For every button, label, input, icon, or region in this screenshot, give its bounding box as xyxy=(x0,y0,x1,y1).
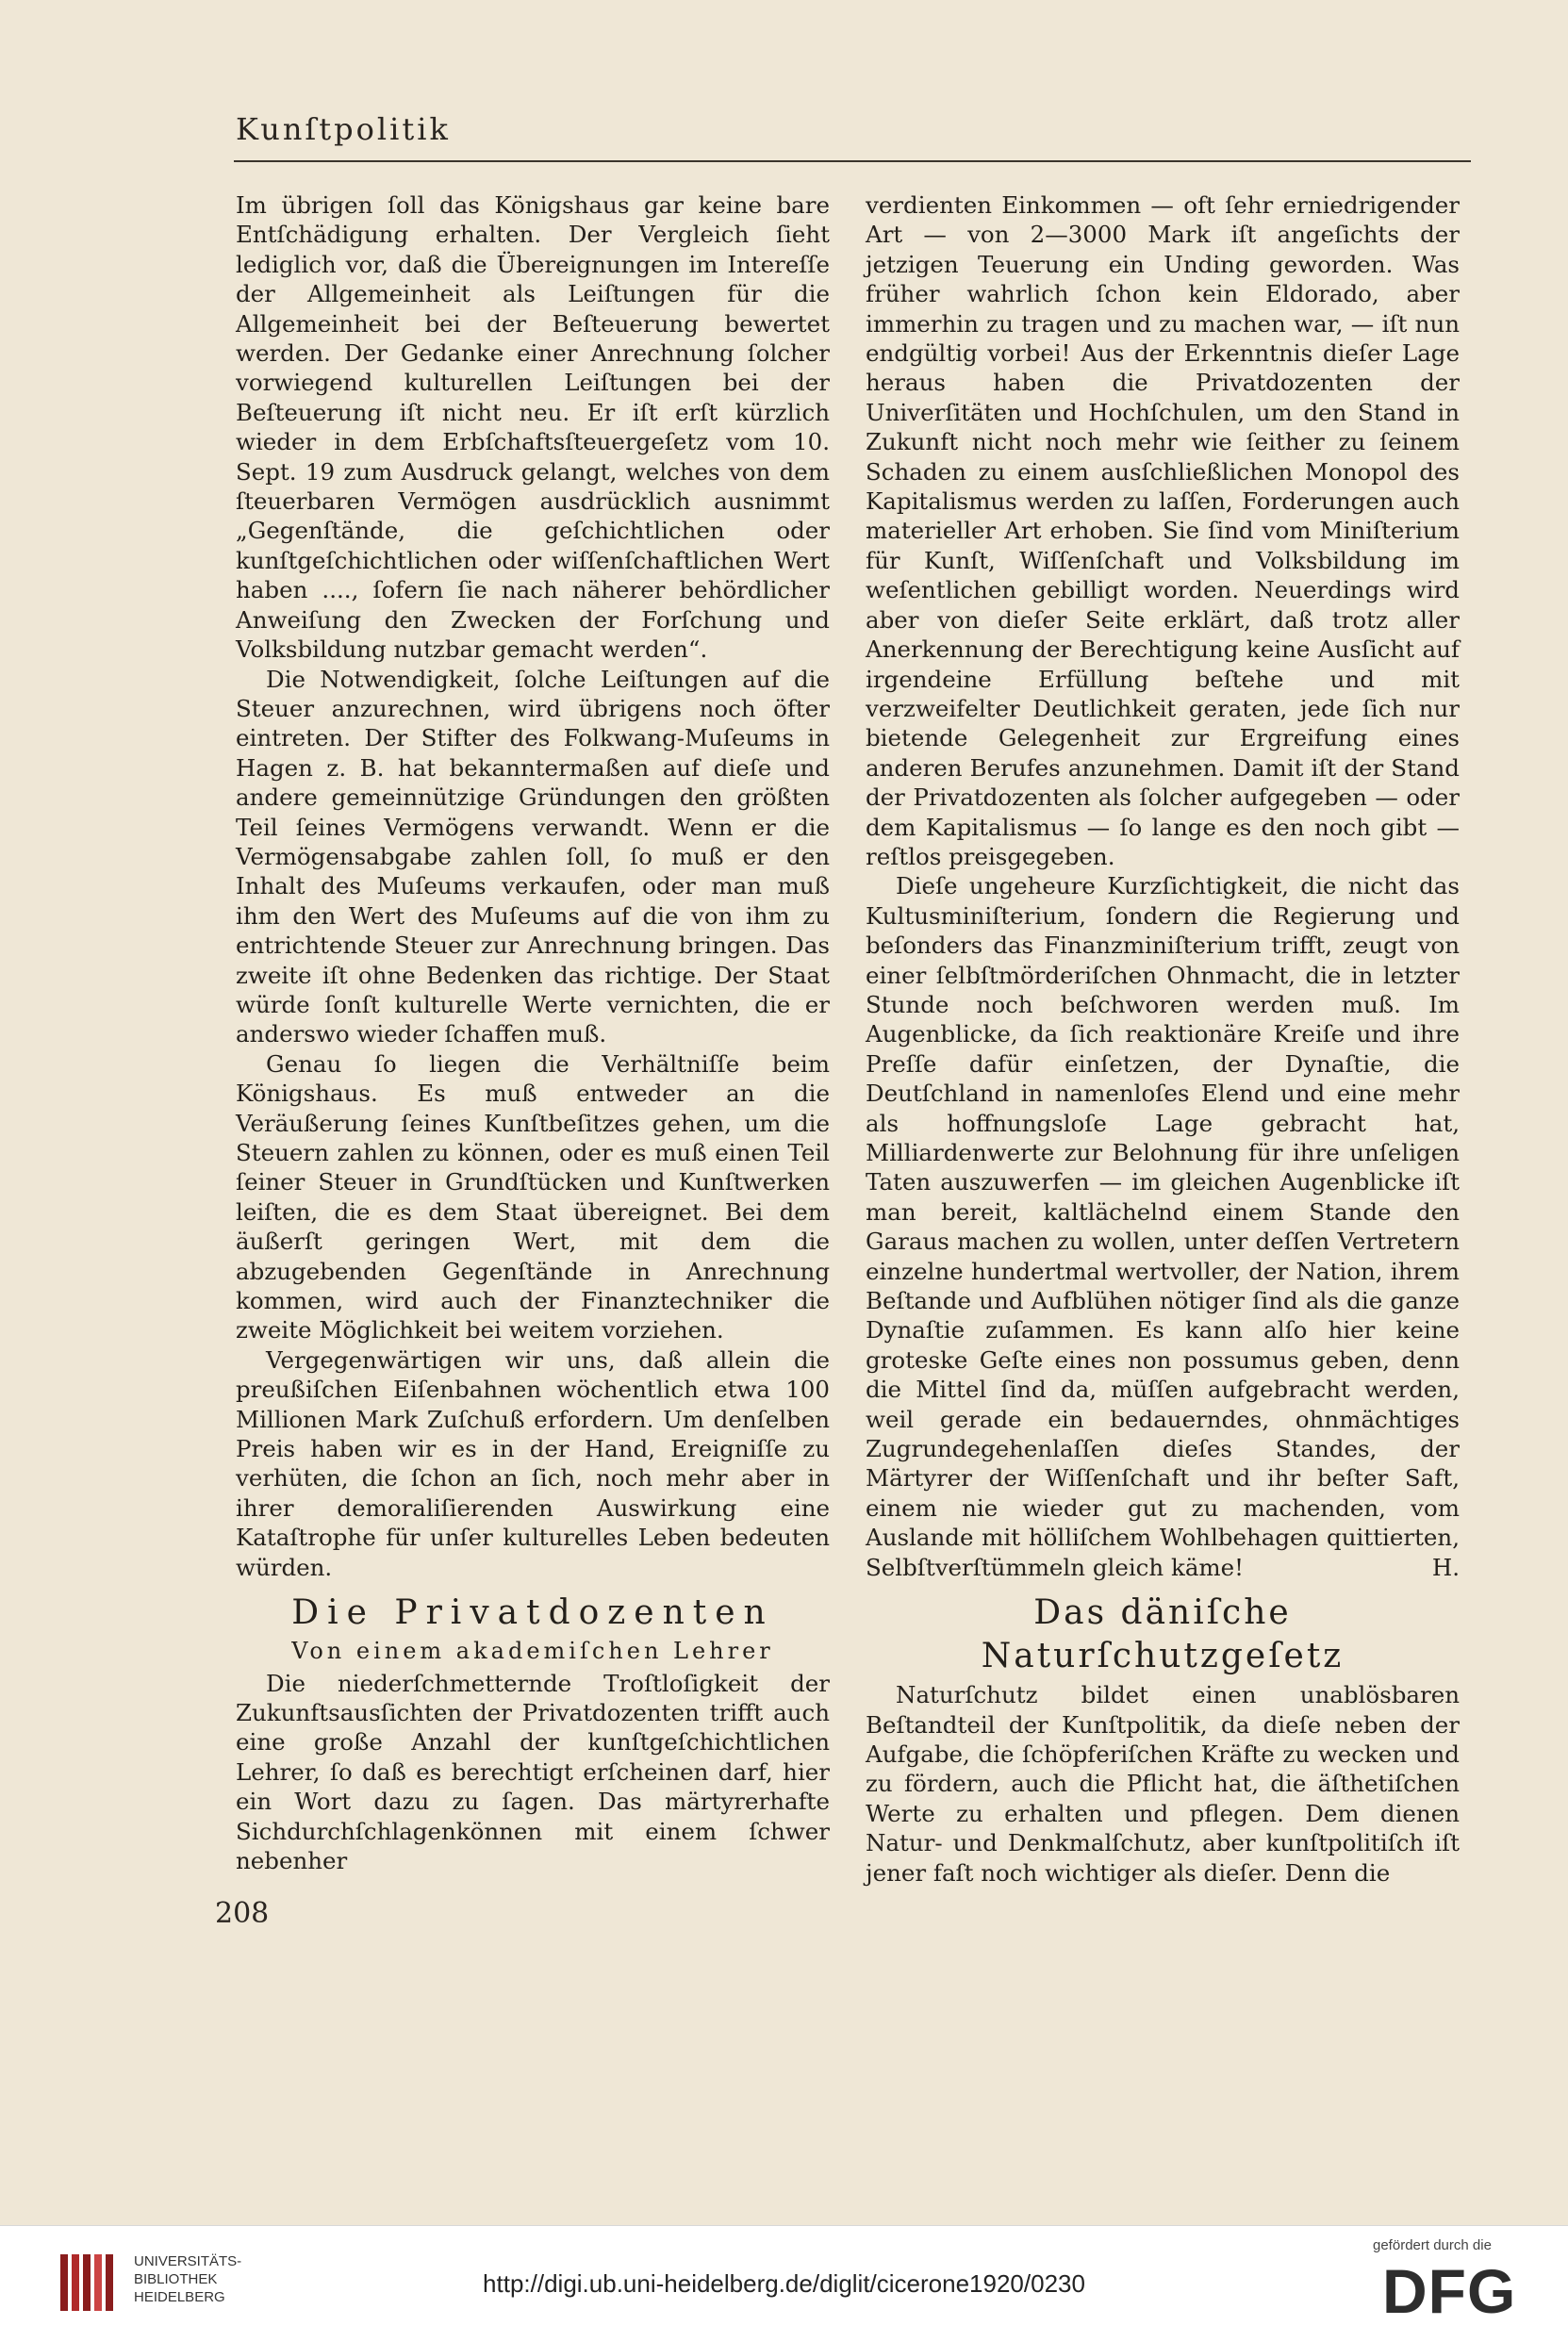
source-url-link[interactable]: http://digi.ub.uni-heidelberg.de/diglit/cicerone1920/0230 xyxy=(483,2269,1085,2298)
header-rule xyxy=(234,160,1471,162)
paragraph: Genau ſo liegen die Verhältniſſe beim Königshaus. Es muß entweder an die Veräußerung ſeines Kunſtbeſitzes gehen, um die Steuern zahlen zu können, oder es muß einen Teil ſeiner Steuer in Grundſtücken und Kunſtwerken leiſten, die es dem Staat übereignet. Bei dem äußerſt geringen Wert, mit dem die abzugebenden Gegenſtände in Anrechnung kommen, wird auch der Finanztechniker die zweite Möglichkeit bei weitem vorziehen. xyxy=(236,1049,830,1344)
library-name-line: HEIDELBERG xyxy=(134,2289,225,2305)
author-signature: H. xyxy=(1431,1553,1460,1581)
section-title: Die Privatdozenten xyxy=(291,1593,774,1633)
paragraph: Die niederſchmetternde Troſtloſigkeit der Zukunftsausſichten der Privatdozenten trifft auch eine große Anzahl der kunſtgeſchichtlichen Lehrer, ſo daß es berechtigt erſcheinen darf, hier ein Wort dazu zu ſagen. Das märtyrerhafte Sichdurchſchlagenkönnen mit einem ſchwer nebenher xyxy=(236,1669,830,1874)
footer-bar xyxy=(0,2225,1568,2342)
section-title: Das däniſche Naturſchutzgeſetz xyxy=(981,1593,1345,1676)
paragraph: verdienten Einkommen — oft ſehr erniedrigender Art — von 2—3000 Mark iſt angeſichts der jetzigen Teuerung ein Unding geworden. Was früher wahrlich ſchon kein Eldorado, aber immerhin zu tragen und zu machen war, — iſt nun endgültig vorbei! Aus der Erkenntnis dieſer Lage heraus haben die Privatdozenten der Univerſitäten und Hochſchulen, um den Stand in Zukunft nicht noch mehr wie ſeither zu ſeinem Schaden zu einem ausſchließlichen Monopol des Kapitalismus werden zu laſſen, Forderungen auch materieller Art erhoben. Sie ſind vom Miniſterium für Kunſt, Wiſſenſchaft und Volksbildung im weſentlichen gebilligt worden. Neuerdings wird aber von dieſer Seite erklärt, daß trotz aller Anerkennung der Berechtigung keine Ausſicht auf irgendeine Erfüllung beſtehe und mit verzweifelter Deutlichkeit geraten, jede ſich nur bietende Gelegenheit zur Ergreifung eines anderen Berufes anzunehmen. Damit iſt der Stand der Privatdozenten als ſolcher aufgegeben — oder dem Kapitalismus — ſo lange es den noch gibt — reſtlos preisgegeben. xyxy=(866,191,1460,870)
dfg-logo: DFG xyxy=(1382,2256,1517,2326)
paragraph: Im übrigen ſoll das Königshaus gar keine bare Entſchädigung erhalten. Der Vergleich ſieht lediglich vor, daß die Übereignungen im Intereſſe der Allgemeinheit als Leiſtungen für die Allgemeinheit bei der Beſteuerung bewertet werden. Der Gedanke einer Anrechnung ſolcher vorwiegend kulturellen Leiſtungen bei der Beſteuerung iſt nicht neu. Er iſt erſt kürzlich wieder in dem Erbſchaftsſteuergeſetz vom 10. Sept. 19 zum Ausdruck gelangt, welches von dem ſteuerbaren Vermögen ausdrücklich ausnimmt „Gegenſtände, die geſchichtlichen oder kunſtgeſchichtlichen oder wiſſenſchaftlichen Wert haben ...., ſofern ſie nach näherer behördlicher Anweiſung den Zwecken der Forſchung und Volksbildung nutzbar gemacht werden“. xyxy=(236,191,830,664)
left-column xyxy=(236,190,830,1875)
right-column xyxy=(866,190,1460,1888)
running-head: Kunſtpolitik xyxy=(236,111,451,147)
paragraph xyxy=(866,871,1460,1582)
paragraph: Naturſchutz bildet einen unablösbaren Beſtandteil der Kunſtpolitik, da dieſe neben der Aufgabe, die ſchöpferiſchen Kräfte zu wecken und zu fördern, auch die Pflicht hat, die äſthetiſchen Werte zu erhalten und pflegen. Dem dienen Natur- und Denkmalſchutz, aber kunſtpolitiſch iſt jener faſt noch wichtiger als dieſer. Denn die xyxy=(866,1681,1460,1887)
library-name-line: UNIVERSITÄTS- xyxy=(134,2253,242,2269)
funding-note: gefördert durch die xyxy=(1373,2237,1492,2253)
paragraph: Vergegenwärtigen wir uns, daß allein die preußiſchen Eiſenbahnen wöchentlich etwa 100 Millionen Mark Zuſchuß erfordern. Um denſelben Preis haben wir es in der Hand, Ereigniſſe zu verhüten, die ſchon an ſich, noch mehr aber in ihrer demoraliſierenden Auswirkung eine Kataſtrophe für unſer kulturelles Leben bedeuten würden. xyxy=(236,1345,830,1581)
library-name-line: BIBLIOTHEK xyxy=(134,2271,218,2287)
paragraph-text: Dieſe ungeheure Kurzſichtigkeit, die nicht das Kultusminiſterium, ſondern die Regierung und beſonders das Finanzminiſterium trifft, zeugt von einer ſelbſtmörderiſchen Ohnmacht, die in letzter Stunde noch beſchworen werden muß. Im Augenblicke, da ſich reaktionäre Kreiſe und ihre Preſſe dafür einſetzen, der Dynaſtie, die Deutſchland in namenloſes Elend und eine mehr als hoffnungsloſe Lage gebracht hat, Milliardenwerte zur Belohnung für ihre unſeligen Taten auszuwerfen — im gleichen Augenblicke iſt man bereit, kaltlächelnd einem Stande den Garaus machen zu wollen, unter deſſen Vertretern einzelne hundertmal wertvoller, der Nation, ihrem Beſtande und Aufblühen nötiger ſind als die ganze Dynaſtie zuſammen. Es kann alſo hier keine groteske Geſte eines non possumus geben, denn die Mittel ſind da, müſſen aufgebracht werden, weil gerade ein bedauerndes, ohnmächtiges Zugrundegehenlaſſen dieſes Standes, der Märtyrer der Wiſſenſchaft und ihr beſter Saft, einem nie wieder gut zu machenden, vom Auslande mit hölliſchem Wohlbehagen quittierten, Selbſtverſtümmeln gleich käme! xyxy=(866,872,1460,1581)
paragraph: Die Notwendigkeit, ſolche Leiſtungen auf die Steuer anzurechnen, wird übrigens noch öfter eintreten. Der Stifter des Folkwang-Muſeums in Hagen z. B. hat bekanntermaßen auf dieſe und andere gemeinnützige Gründungen den größten Teil ſeines Vermögens verwandt. Wenn er die Vermögensabgabe zahlen ſoll, ſo muß er den Inhalt des Muſeums verkaufen, oder man muß ihm den Wert des Muſeums auf die von ihm zu entrichtende Steuer zur Anrechnung bringen. Das zweite iſt ohne Bedenken das richtige. Der Staat würde ſonſt kulturelle Werte vernichten, die er anderswo wieder ſchaffen muß. xyxy=(236,665,830,1048)
page-number: 208 xyxy=(215,1897,270,1930)
section-subtitle: Von einem akademiſchen Lehrer xyxy=(291,1638,774,1665)
